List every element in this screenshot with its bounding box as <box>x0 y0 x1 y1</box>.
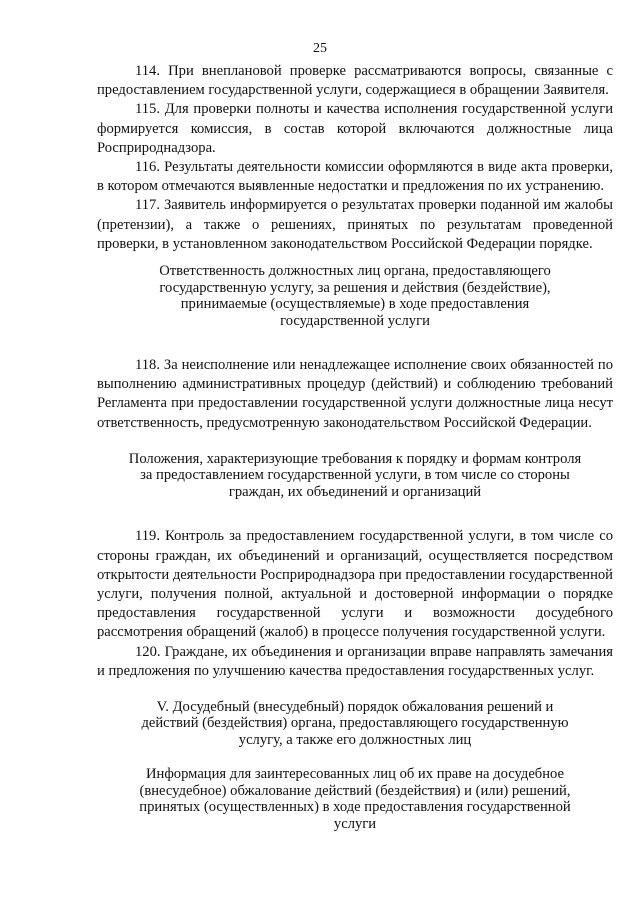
paragraph-118: 118. За неисполнение или ненадлежащее исполнение своих обязанностей по выполнению административных процедур (действий) и соблюдению требований Регламента при предоставлении государственной услуги должностные лица несут ответственность, предусмотренную законодательством Российской Федерации. <box>97 357 613 431</box>
document-body <box>97 62 613 832</box>
heading-control: Положения, характеризующие требования к порядку и формам контроля за предоставлением государственной услуги, в том числе со стороны граждан, их объединений и организаций <box>128 450 582 500</box>
heading-responsibility: Ответственность должностных лиц органа, предоставляющего государственную услугу, за решения и действия (бездействие), принимаемые (осуществляемые) в ходе предоставления государственной услуги <box>159 263 551 329</box>
paragraph-116: 116. Результаты деятельности комиссии оформляются в виде акта проверки, в котором отмечаются выявленные недостатки и предложения по их устранению. <box>97 159 613 195</box>
paragraph-120: 120. Граждане, их объединения и организации вправе направлять замечания и предложения по улучшению качества предоставления государственных услуг. <box>97 643 613 679</box>
paragraph-115: 115. Для проверки полноты и качества исполнения государственной услуги формируется комиссия, в состав которой включаются должностные лица Росприроднадзора. <box>97 101 613 156</box>
paragraph-114: 114. При внеплановой проверке рассматриваются вопросы, связанные с предоставлением государственной услуги, содержащиеся в обращении Заявителя. <box>97 63 613 99</box>
section-v-heading: V. Досудебный (внесудебный) порядок обжалования решений и действий (бездействия) органа, предоставляющего государственную услугу, а также его должностных лиц <box>141 698 569 748</box>
heading-information: Информация для заинтересованных лиц об их праве на досудебное (внесудебное) обжалование действий (бездействия) и (или) решений, принятых (осуществленных) в ходе предоставления государственной услуги <box>139 766 571 832</box>
page-number: 25 <box>313 41 327 56</box>
paragraph-119: 119. Контроль за предоставлением государственной услуги, в том числе со стороны граждан, их объединений и организаций, осуществляется посредством открытости деятельности Росприроднадзора при предоставлении государственной услуги, получения полной, актуальной и достоверной информации о порядке предоставления государственной услуги и возможности досудебного рассмотрения обращений (жалоб) в процессе получения государственной услуги. <box>97 528 613 641</box>
paragraph-117: 117. Заявитель информируется о результатах проверки поданной им жалобы (претензии), а также о решениях, принятых по результатам проведенной проверки, в установленном законодательством Российской Федерации порядке. <box>97 197 613 252</box>
